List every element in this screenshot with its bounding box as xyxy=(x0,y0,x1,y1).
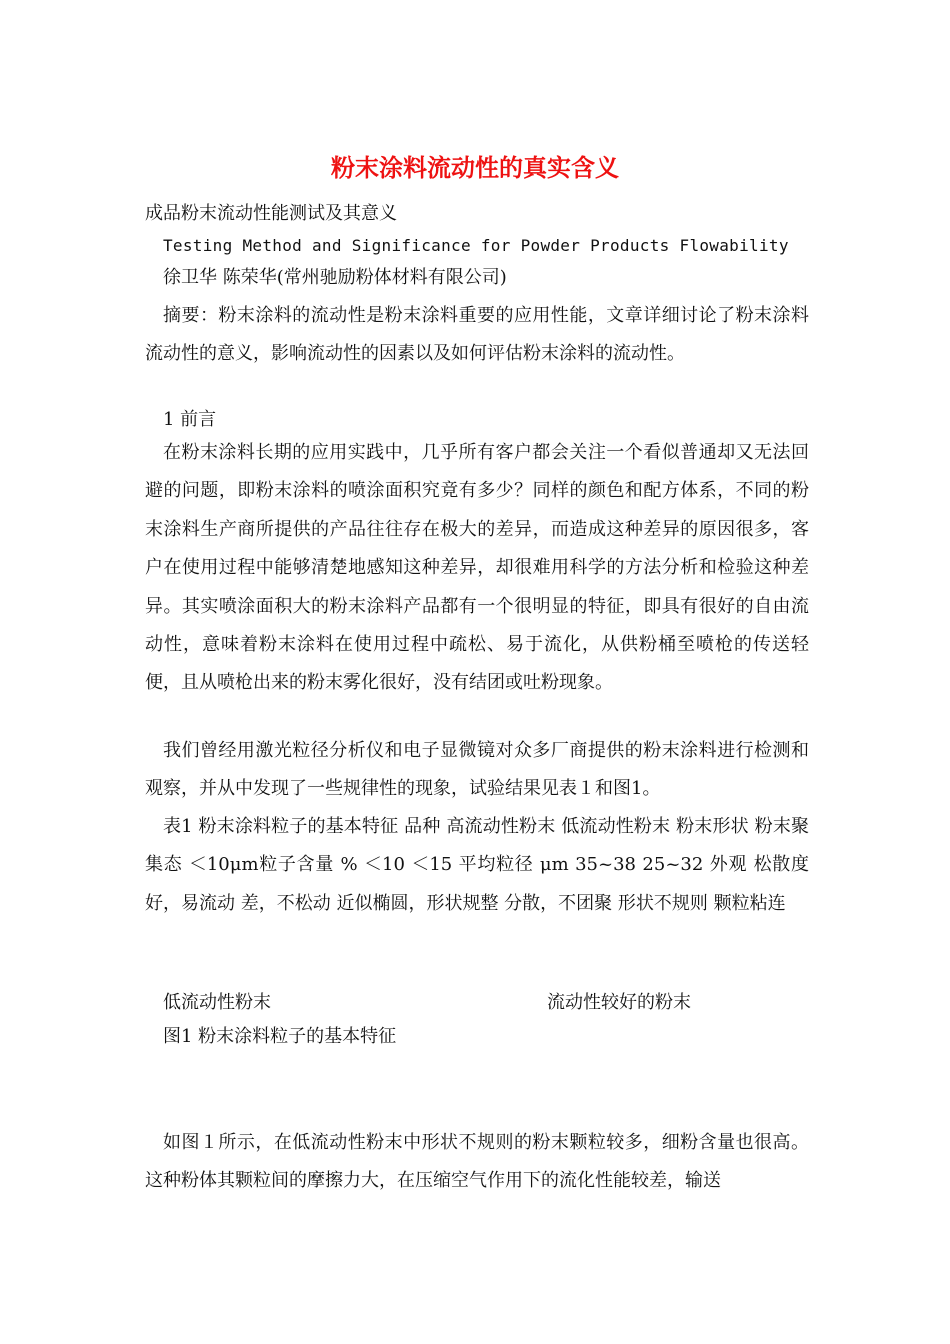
paragraph-figure-discussion: 如图１所示，在低流动性粉末中形状不规则的粉末颗粒较多，细粉含量也很高。这种粉体其颗粒间的摩擦力大，在压缩空气作用下的流化性能较差，输送 xyxy=(145,1132,809,1192)
subtitle: 成品粉末流动性能测试及其意义 xyxy=(145,203,397,224)
paragraph-introduction: 在粉末涂料长期的应用实践中，几乎所有客户都会关注一个看似普通却又无法回避的问题，即粉末涂料的喷涂面积究竟有多少？同样的颜色和配方体系，不同的粉末涂料生产商所提供的产品往往存在极大的差异，而造成这种差异的原因很多，客户在使用过程中能够清楚地感知这种差异，却很难用科学的方法分析和检验这种差异。其实喷涂面积大的粉末涂料产品都有一个很明显的特征，即具有很好的自由流动性，意味着粉末涂料在使用过程中疏松、易于流化，从供粉桶至喷枪的传送轻便，且从喷枪出来的粉末雾化很好，没有结团或吐粉现象。 xyxy=(145,442,809,694)
english-title: Testing Method and Significance for Powder Products Flowability xyxy=(163,236,789,255)
figure-label-left: 低流动性粉末 xyxy=(163,992,271,1013)
section-heading-1: 1 前言 xyxy=(163,409,217,430)
figure-caption: 图1 粉末涂料粒子的基本特征 xyxy=(163,1026,397,1047)
document-title: 粉末涂料流动性的真实含义 xyxy=(331,153,619,182)
table-1-text: 表1 粉末涂料粒子的基本特征 品种 高流动性粉末 低流动性粉末 粉末形状 粉末聚集态 ＜10μm粒子含量 % ＜10 ＜15 平均粒径 μm 35~38 25~32 外观 松散度 好，易流动 差，不松动 近似椭圆，形状规整 分散，不团聚 形状不规则 颗粒粘连 xyxy=(145,816,809,914)
figure-label-right: 流动性较好的粉末 xyxy=(547,992,691,1013)
abstract: 摘要：粉末涂料的流动性是粉末涂料重要的应用性能，文章详细讨论了粉末涂料流动性的意义，影响流动性的因素以及如何评估粉末涂料的流动性。 xyxy=(145,305,809,365)
authors: 徐卫华 陈荣华(常州驰励粉体材料有限公司) xyxy=(163,267,507,288)
paragraph-experiment: 我们曾经用激光粒径分析仪和电子显微镜对众多厂商提供的粉末涂料进行检测和观察，并从中发现了一些规律性的现象，试验结果见表１和图1。 xyxy=(145,740,809,800)
